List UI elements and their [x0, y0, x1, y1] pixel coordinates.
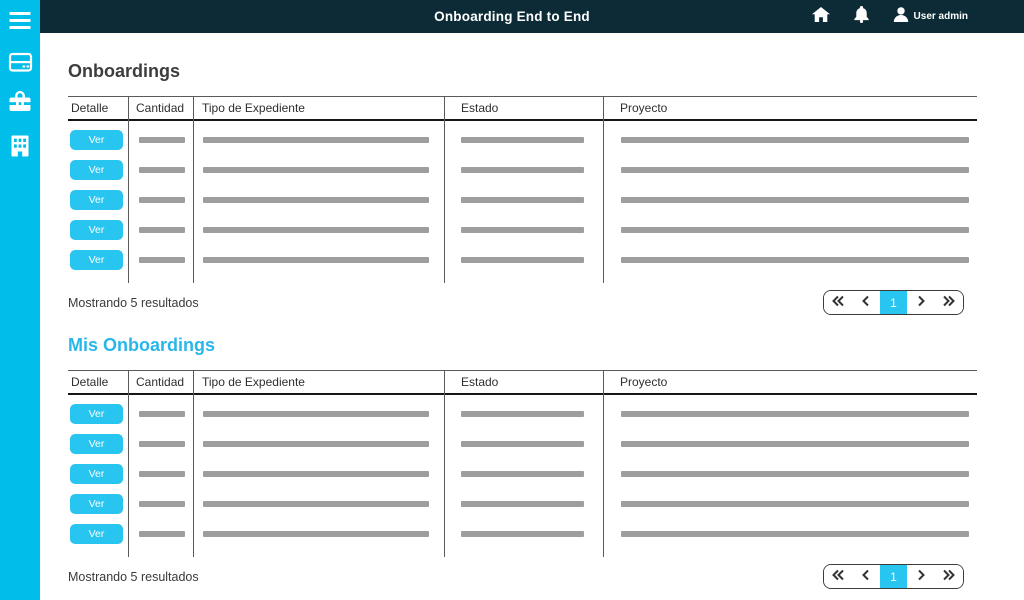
skeleton-bar	[139, 257, 185, 263]
cell-detalle	[68, 245, 128, 275]
skeleton-bar	[621, 257, 969, 263]
topbar	[40, 0, 1024, 33]
menu-toggle-button[interactable]	[0, 3, 40, 43]
double-chevron-right-icon	[942, 569, 956, 584]
ver-button[interactable]: Ver	[70, 464, 123, 484]
results-count: Mostrando 5 resultados	[68, 295, 199, 310]
cell-tipo-expediente	[193, 185, 444, 215]
table-footer	[68, 564, 977, 589]
double-chevron-right-icon	[942, 295, 956, 310]
skeleton-bar	[139, 197, 185, 203]
cell-tipo-expediente	[193, 245, 444, 275]
onboardings-table	[68, 96, 977, 283]
table-row	[68, 489, 977, 519]
cell-detalle	[68, 429, 128, 459]
cell-proyecto	[603, 459, 977, 489]
cell-cantidad	[128, 399, 193, 429]
skeleton-bar	[139, 167, 185, 173]
chevron-right-icon	[916, 569, 926, 584]
column-divider	[128, 96, 129, 283]
cell-estado	[444, 519, 603, 549]
toolbox-icon	[8, 90, 32, 118]
cell-estado	[444, 125, 603, 155]
cell-tipo-expediente	[193, 489, 444, 519]
cell-cantidad	[128, 155, 193, 185]
skeleton-bar	[621, 441, 969, 447]
cell-estado	[444, 429, 603, 459]
cell-tipo-expediente	[193, 215, 444, 245]
table-row	[68, 245, 977, 275]
cell-proyecto	[603, 429, 977, 459]
column-header-proyecto: Proyecto	[620, 375, 668, 389]
skeleton-bar	[621, 227, 969, 233]
ver-button[interactable]: Ver	[70, 160, 123, 180]
column-divider	[603, 370, 604, 557]
skeleton-bar	[461, 441, 584, 447]
skeleton-bar	[461, 411, 584, 417]
ver-button[interactable]: Ver	[70, 190, 123, 210]
skeleton-bar	[203, 471, 429, 477]
cell-detalle	[68, 489, 128, 519]
column-header-detalle: Detalle	[71, 375, 109, 389]
skeleton-bar	[139, 531, 185, 537]
table-row	[68, 185, 977, 215]
cell-detalle	[68, 185, 128, 215]
table-row	[68, 519, 977, 549]
column-header-cantidad: Cantidad	[136, 101, 185, 115]
skeleton-bar	[203, 501, 429, 507]
skeleton-bar	[461, 227, 584, 233]
table-row	[68, 399, 977, 429]
skeleton-bar	[461, 501, 584, 507]
cell-proyecto	[603, 155, 977, 185]
cell-cantidad	[128, 215, 193, 245]
sidebar-item-card[interactable]	[0, 44, 40, 84]
table-header	[68, 370, 977, 395]
cell-tipo-expediente	[193, 519, 444, 549]
skeleton-bar	[621, 167, 969, 173]
cell-detalle	[68, 155, 128, 185]
cell-proyecto	[603, 245, 977, 275]
skeleton-bar	[621, 137, 969, 143]
sidebar-item-building[interactable]	[0, 128, 40, 168]
ver-button[interactable]: Ver	[70, 220, 123, 240]
section-onboardings	[68, 61, 1024, 315]
table-row	[68, 429, 977, 459]
column-divider	[193, 370, 194, 557]
last-page-button[interactable]	[935, 291, 963, 314]
skeleton-bar	[461, 167, 584, 173]
cell-proyecto	[603, 519, 977, 549]
first-page-button[interactable]	[824, 565, 852, 588]
ver-button[interactable]: Ver	[70, 524, 123, 544]
page-title: Onboarding End to End	[434, 9, 590, 24]
column-header-proyecto: Proyecto	[620, 101, 668, 115]
table-body	[68, 121, 977, 283]
cell-estado	[444, 399, 603, 429]
cell-estado	[444, 185, 603, 215]
sidebar-item-toolbox[interactable]	[0, 84, 40, 124]
sidebar	[0, 0, 40, 600]
cell-proyecto	[603, 489, 977, 519]
cell-tipo-expediente	[193, 155, 444, 185]
table-row	[68, 155, 977, 185]
pagination	[823, 290, 964, 315]
home-button[interactable]	[812, 7, 830, 27]
user-label: User admin	[913, 11, 968, 22]
skeleton-bar	[461, 471, 584, 477]
skeleton-bar	[461, 197, 584, 203]
cell-tipo-expediente	[193, 399, 444, 429]
table-header	[68, 96, 977, 121]
double-chevron-left-icon	[831, 569, 845, 584]
pagination	[823, 564, 964, 589]
cell-estado	[444, 459, 603, 489]
skeleton-bar	[203, 167, 429, 173]
skeleton-bar	[139, 411, 185, 417]
bell-icon	[854, 6, 869, 28]
skeleton-bar	[203, 441, 429, 447]
skeleton-bar	[203, 227, 429, 233]
cell-estado	[444, 155, 603, 185]
building-icon	[11, 135, 29, 162]
ver-button[interactable]: Ver	[70, 250, 123, 270]
skeleton-bar	[203, 531, 429, 537]
prev-page-button[interactable]	[852, 565, 880, 588]
column-divider	[444, 96, 445, 283]
results-count: Mostrando 5 resultados	[68, 569, 199, 584]
cell-tipo-expediente	[193, 429, 444, 459]
cell-cantidad	[128, 519, 193, 549]
ver-button[interactable]: Ver	[70, 130, 123, 150]
column-divider	[603, 96, 604, 283]
ver-button[interactable]: Ver	[70, 434, 123, 454]
current-page[interactable]: 1	[880, 291, 907, 314]
cell-proyecto	[603, 215, 977, 245]
cell-cantidad	[128, 459, 193, 489]
cell-cantidad	[128, 489, 193, 519]
skeleton-bar	[621, 197, 969, 203]
skeleton-bar	[461, 257, 584, 263]
skeleton-bar	[203, 411, 429, 417]
last-page-button[interactable]	[935, 565, 963, 588]
skeleton-bar	[139, 501, 185, 507]
skeleton-bar	[621, 471, 969, 477]
cell-tipo-expediente	[193, 459, 444, 489]
skeleton-bar	[203, 197, 429, 203]
ver-button[interactable]: Ver	[70, 494, 123, 514]
table-row	[68, 459, 977, 489]
section-title-onboardings: Onboardings	[68, 61, 180, 81]
table-row	[68, 215, 977, 245]
user-menu[interactable]	[893, 7, 968, 27]
cell-cantidad	[128, 185, 193, 215]
cell-proyecto	[603, 125, 977, 155]
table-body	[68, 395, 977, 557]
section-mis-onboardings	[68, 335, 1024, 589]
cell-estado	[444, 489, 603, 519]
notifications-button[interactable]	[854, 6, 869, 28]
cell-proyecto	[603, 185, 977, 215]
home-icon	[812, 7, 830, 27]
table-row	[68, 125, 977, 155]
cell-detalle	[68, 125, 128, 155]
skeleton-bar	[139, 227, 185, 233]
main-content	[40, 33, 1024, 600]
column-divider	[193, 96, 194, 283]
column-header-cantidad: Cantidad	[136, 375, 185, 389]
column-divider	[128, 370, 129, 557]
cell-tipo-expediente	[193, 125, 444, 155]
column-header-tipo-expediente: Tipo de Expediente	[202, 375, 305, 389]
cell-detalle	[68, 399, 128, 429]
double-chevron-left-icon	[831, 295, 845, 310]
cell-cantidad	[128, 245, 193, 275]
chevron-right-icon	[916, 295, 926, 310]
column-divider	[444, 370, 445, 557]
table-footer	[68, 290, 977, 315]
skeleton-bar	[203, 257, 429, 263]
next-page-button[interactable]	[907, 291, 935, 314]
skeleton-bar	[461, 137, 584, 143]
user-icon	[893, 7, 909, 27]
skeleton-bar	[621, 411, 969, 417]
next-page-button[interactable]	[907, 565, 935, 588]
skeleton-bar	[461, 531, 584, 537]
skeleton-bar	[139, 471, 185, 477]
ver-button[interactable]: Ver	[70, 404, 123, 424]
chevron-left-icon	[861, 569, 871, 584]
cell-estado	[444, 245, 603, 275]
skeleton-bar	[203, 137, 429, 143]
skeleton-bar	[139, 137, 185, 143]
cell-cantidad	[128, 429, 193, 459]
chevron-left-icon	[861, 295, 871, 310]
cell-detalle	[68, 459, 128, 489]
skeleton-bar	[139, 441, 185, 447]
mis-onboardings-table	[68, 370, 977, 557]
hamburger-menu-icon	[9, 12, 31, 34]
skeleton-bar	[621, 531, 969, 537]
column-header-estado: Estado	[461, 375, 499, 389]
cell-detalle	[68, 215, 128, 245]
cell-proyecto	[603, 399, 977, 429]
column-header-tipo-expediente: Tipo de Expediente	[202, 101, 305, 115]
first-page-button[interactable]	[824, 291, 852, 314]
skeleton-bar	[621, 501, 969, 507]
cell-detalle	[68, 519, 128, 549]
cell-cantidad	[128, 125, 193, 155]
prev-page-button[interactable]	[852, 291, 880, 314]
column-header-detalle: Detalle	[71, 101, 109, 115]
column-header-estado: Estado	[461, 101, 499, 115]
card-machine-icon	[8, 50, 33, 79]
section-title-mis-onboardings: Mis Onboardings	[68, 335, 216, 355]
cell-estado	[444, 215, 603, 245]
current-page[interactable]: 1	[880, 565, 907, 588]
